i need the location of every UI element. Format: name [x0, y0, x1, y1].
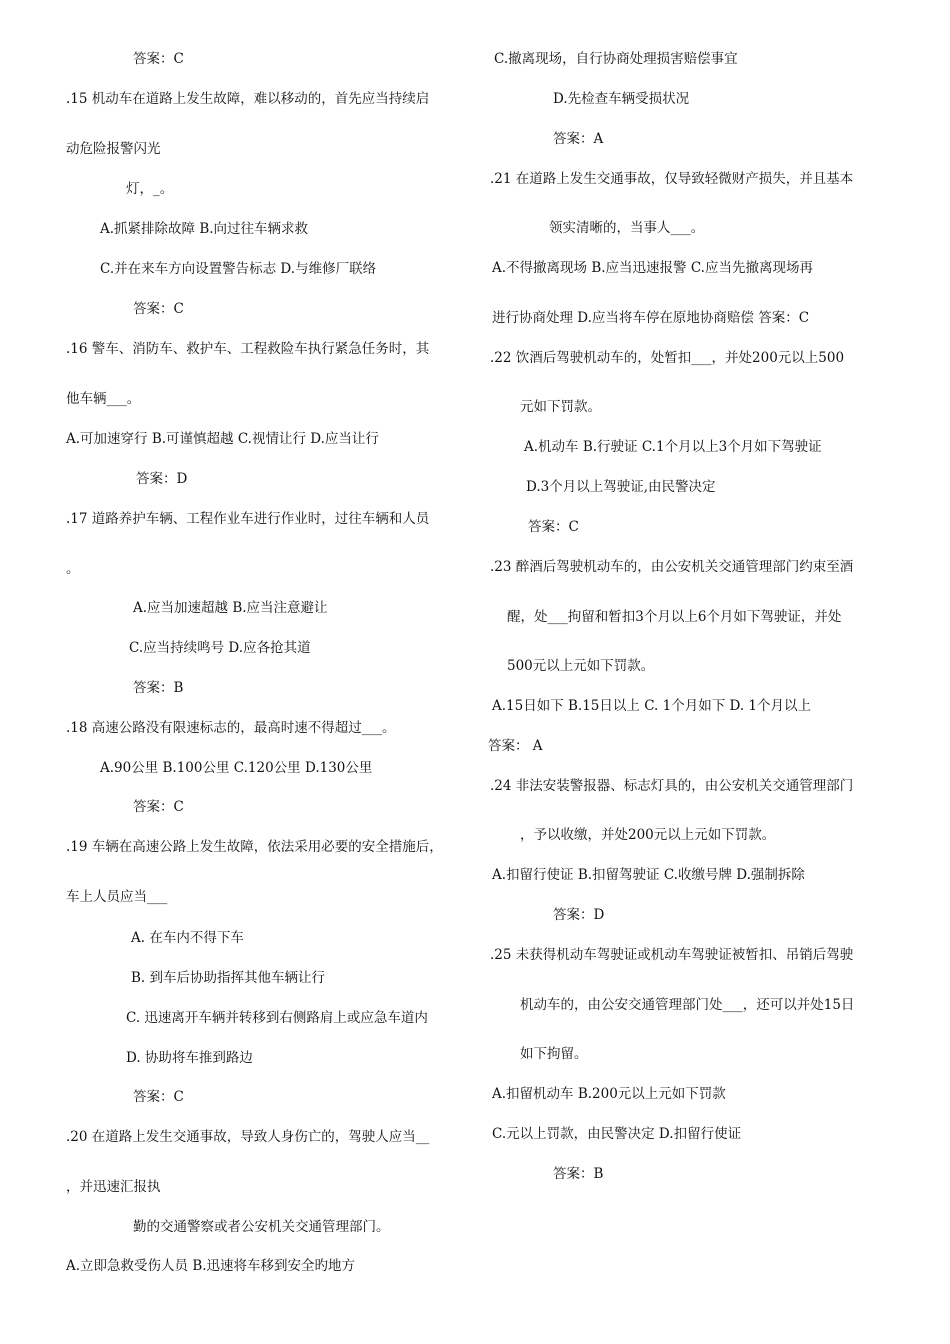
option-23: A.15日如下 B.15日以上 C. 1个月如下 D. 1个月以上 — [492, 698, 812, 714]
question-15-cont: 动危险报警闪光 — [66, 141, 161, 157]
question-16-cont: 他车辆___。 — [66, 391, 141, 407]
question-15: .15 机动车在道路上发生故障，难以移动的，首先应当持续启 — [66, 91, 430, 107]
option-15-ab: A.抓紧排除故障 B.向过往车辆求救 — [100, 221, 309, 237]
option-19-c: C. 迅速离开车辆并转移到右侧路肩上或应急车道内 — [126, 1010, 428, 1026]
question-22: .22 饮酒后驾驶机动车的，处暂扣___，并处200元以上500 — [490, 350, 845, 366]
option-17-ab: A.应当加速超越 B.应当注意避让 — [133, 600, 328, 616]
question-24-cont: ，予以收缴，并处200元以上元如下罚款。 — [520, 827, 776, 843]
option-25-ab: A.扣留机动车 B.200元以上元如下罚款 — [492, 1086, 726, 1102]
question-23-cont: 醒，处___拘留和暂扣3个月以上6个月如下驾驶证，并处 — [507, 609, 842, 625]
option-19-a: A. 在车内不得下车 — [131, 930, 244, 946]
option-18: A.90公里 B.100公里 C.120公里 D.130公里 — [100, 760, 373, 776]
question-24: .24 非法安装警报器、标志灯具的，由公安机关交通管理部门 — [490, 778, 854, 794]
option-22-abc: A.机动车 B.行驶证 C.1个月以上3个月如下驾驶证 — [524, 439, 822, 455]
question-21: .21 在道路上发生交通事故，仅导致轻微财产损失，并且基本 — [490, 171, 854, 187]
option-20-d: D.先检查车辆受损状况 — [553, 91, 690, 107]
option-21-d: 进行协商处理 D.应当将车停在原地协商赔偿 答案：C — [492, 310, 810, 326]
answer-23: 答案： A — [488, 738, 543, 754]
answer-14: 答案：C — [133, 51, 184, 67]
question-21-cont: 领实清晰的，当事人___。 — [549, 220, 705, 236]
answer-16: 答案：D — [136, 471, 188, 487]
answer-18: 答案：C — [133, 799, 184, 815]
option-17-cd: C.应当持续鸣号 D.应各抢其道 — [129, 640, 311, 656]
question-25-cont: 机动车的，由公安交通管理部门处___，还可以并处15日 — [520, 997, 855, 1013]
option-21-abc: A.不得撤离现场 B.应当迅速报警 C.应当先撤离现场再 — [492, 260, 813, 276]
question-17-cont: 。 — [66, 561, 80, 577]
question-20: .20 在道路上发生交通事故，导致人身伤亡的，驾驶人应当__ — [66, 1129, 430, 1145]
answer-22: 答案：C — [528, 519, 579, 535]
question-23: .23 醉酒后驾驶机动车的，由公安机关交通管理部门约束至酒 — [490, 559, 854, 575]
question-20-cont: ，并迅速汇报执 — [66, 1179, 161, 1195]
option-20-c: C.撤离现场，自行协商处理损害赔偿事宜 — [494, 51, 738, 67]
answer-24: 答案：D — [553, 907, 605, 923]
question-18: .18 高速公路没有限速标志的，最高时速不得超过___。 — [66, 720, 396, 736]
answer-19: 答案：C — [133, 1089, 184, 1105]
option-24: A.扣留行使证 B.扣留驾驶证 C.收缴号牌 D.强制拆除 — [492, 867, 805, 883]
option-20-ab: A.立即急救受伤人员 B.迅速将车移到安全旳地方 — [66, 1258, 356, 1274]
option-25-cd: C.元以上罚款，由民警决定 D.扣留行使证 — [492, 1126, 742, 1142]
option-19-d: D. 协助将车推到路边 — [126, 1050, 253, 1066]
option-15-cd: C.并在来车方向设置警告标志 D.与维修厂联络 — [100, 261, 377, 277]
question-19: .19 车辆在高速公路上发生故障，依法采用必要的安全措施后， — [66, 839, 443, 855]
question-20-cont2: 勤的交通警察或者公安机关交通管理部门。 — [133, 1219, 390, 1235]
question-25-cont2: 如下拘留。 — [520, 1046, 588, 1062]
question-25: .25 未获得机动车驾驶证或机动车驾驶证被暂扣、吊销后驾驶 — [490, 947, 854, 963]
answer-15: 答案：C — [133, 301, 184, 317]
option-19-b: B. 到车后协助指挥其他车辆让行 — [131, 970, 326, 986]
question-16: .16 警车、消防车、救护车、工程救险车执行紧急任务时，其 — [66, 341, 430, 357]
question-17: .17 道路养护车辆、工程作业车进行作业时，过往车辆和人员 — [66, 511, 430, 527]
answer-17: 答案：B — [133, 680, 184, 696]
answer-20: 答案：A — [553, 131, 604, 147]
question-23-cont2: 500元以上元如下罚款。 — [507, 658, 655, 674]
answer-25: 答案：B — [553, 1166, 604, 1182]
question-19-cont: 车上人员应当___ — [66, 889, 168, 905]
question-15-cont2: 灯，_。 — [126, 181, 174, 197]
option-16: A.可加速穿行 B.可谨慎超越 C.视情让行 D.应当让行 — [66, 431, 379, 447]
option-22-d: D.3个月以上驾驶证,由民警决定 — [526, 479, 716, 495]
right-column — [475, 0, 950, 1344]
question-22-cont: 元如下罚款。 — [520, 399, 601, 415]
